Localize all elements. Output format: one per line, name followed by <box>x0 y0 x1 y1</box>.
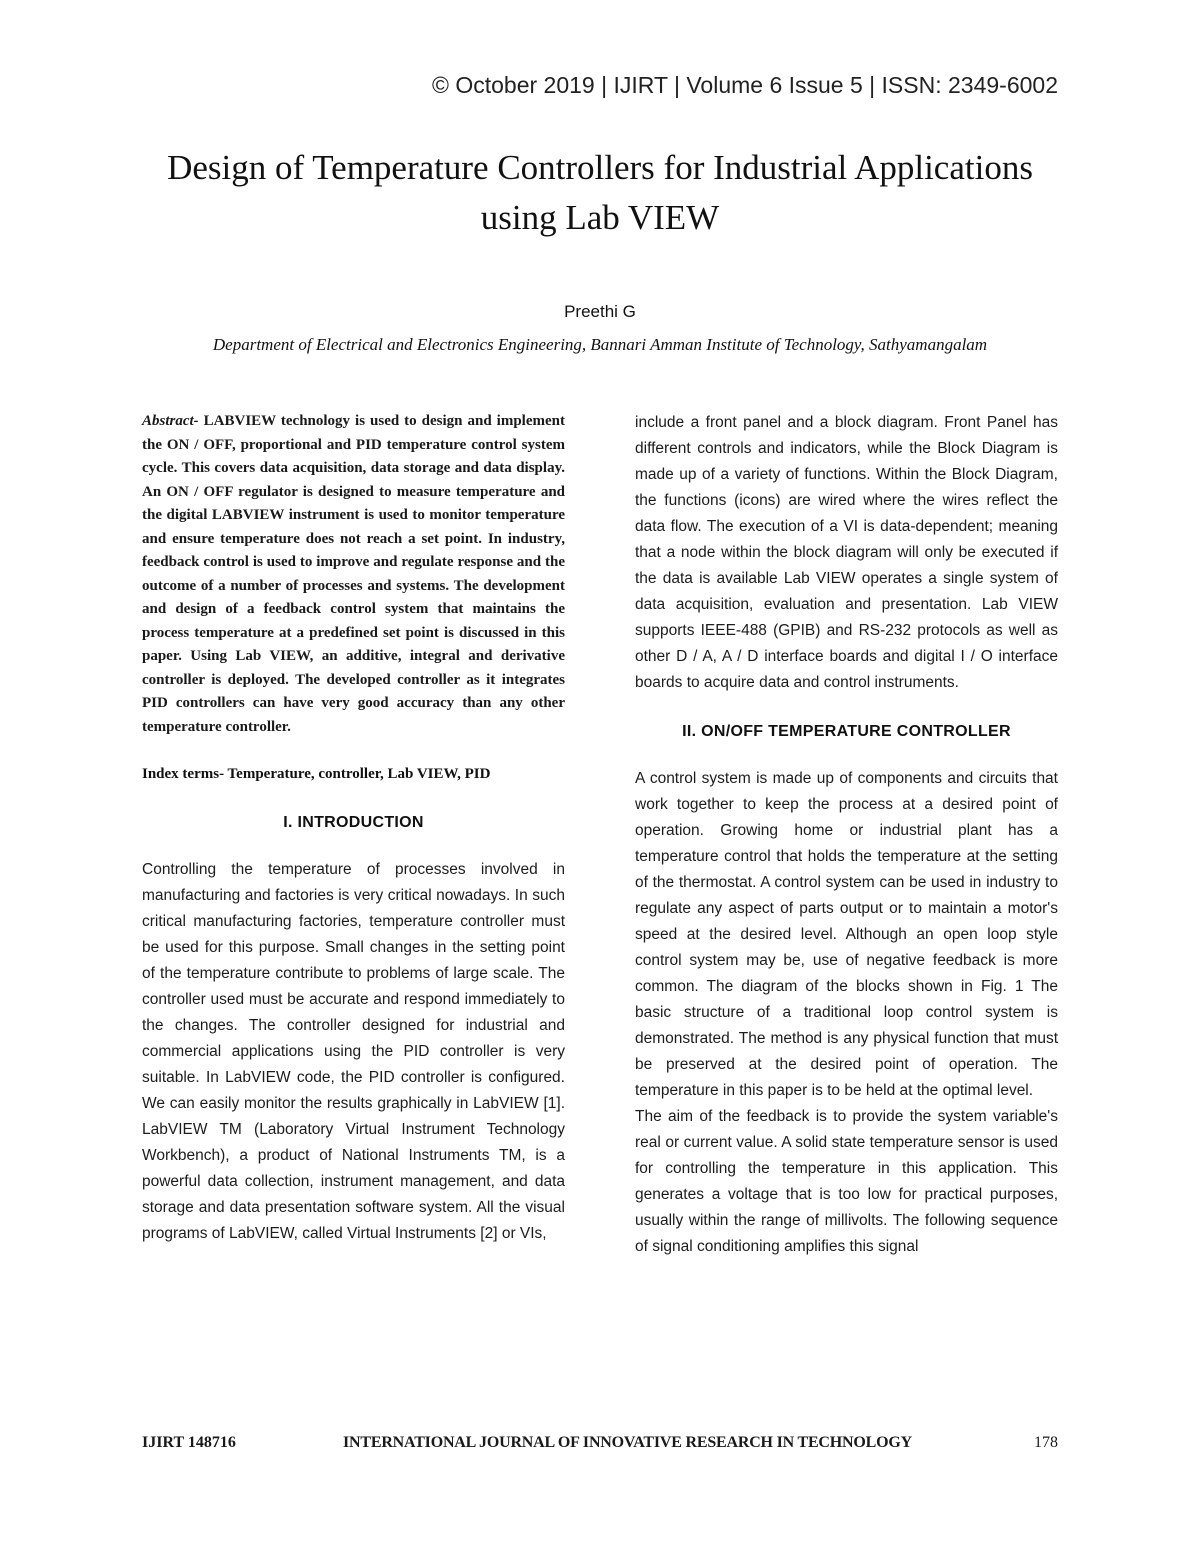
section-heading-onoff-controller: II. ON/OFF TEMPERATURE CONTROLLER <box>682 723 1011 740</box>
footer-page-number: 178 <box>1034 1434 1058 1451</box>
introduction-paragraph: Controlling the temperature of processes involved in manufacturing and factories is very critical nowadays. In such critical manufacturing factories, temperature controller must be used for this purpose. Small changes in the setting point of the temperature contribute to problems of large scale. The controller used must be accurate and respond immediately to the changes. The controller designed for industrial and commercial applications using the PID controller is very suitable. In LabVIEW code, the PID controller is configured. We can easily monitor the results graphically in LabVIEW [1]. LabVIEW TM (Laboratory Virtual Instrument Technology Workbench), a product of National Instruments TM, is a powerful data collection, instrument management, and data storage and data presentation software system. All the visual programs of LabVIEW, called Virtual Instruments [2] or VIs, <box>142 860 565 1242</box>
index-terms: Index terms- Temperature, controller, Lab VIEW, PID <box>142 766 491 782</box>
abstract <box>142 410 565 739</box>
footer-journal-name: INTERNATIONAL JOURNAL OF INNOVATIVE RESEARCH IN TECHNOLOGY <box>343 1434 912 1451</box>
onoff-paragraph-1: A control system is made up of components and circuits that work together to keep the process at a desired point of operation. Growing home or industrial plant has a temperature control that holds the temperature at the setting of the thermostat. A control system can be used in industry to regulate any aspect of parts output or to maintain a motor's speed at the desired level. Although an open loop style control system may be, use of negative feedback is more common. The diagram of the blocks shown in Fig. 1 The basic structure of a traditional loop control system is demonstrated. The method is any physical function that must be preserved at the desired point of operation. The temperature in this paper is to be held at the optimal level. <box>635 770 1058 1099</box>
onoff-paragraph-2: The aim of the feedback is to provide the system variable's real or current value. A solid state temperature sensor is used for controlling the temperature in this application. This generates a voltage that is too low for practical purposes, usually within the range of millivolts. The following sequence of signal conditioning amplifies this signal <box>635 1108 1058 1255</box>
abstract-label: Abstract- <box>142 413 199 429</box>
left-column <box>142 410 565 1247</box>
paper-title: Design of Temperature Controllers for Industrial Applications using Lab VIEW <box>167 148 1033 237</box>
abstract-text: LABVIEW technology is used to design and implement the ON / OFF, proportional and PID temperature control system cycle. This covers data acquisition, data storage and data display. An ON / OFF regulator is designed to measure temperature and the digital LABVIEW instrument is used to monitor temperature and ensure temperature does not reach a set point. In industry, feedback control is used to improve and regulate response and the outcome of a number of processes and systems. The development and design of a feedback control system that maintains the process temperature at a predefined set point is discussed in this paper. Using Lab VIEW, an additive, integral and derivative controller is deployed. The developed controller as it integrates PID controllers can have very good accuracy than any other temperature controller. <box>142 413 565 735</box>
author-name: Preethi G <box>564 302 636 321</box>
journal-header: © October 2019 | IJIRT | Volume 6 Issue 5 | ISSN: 2349-6002 <box>432 72 1058 98</box>
author-affiliation: Department of Electrical and Electronics Engineering, Bannari Amman Institute of Technology, Sathyamangalam <box>212 335 988 354</box>
right-column <box>635 410 1058 1260</box>
section-heading-introduction: I. INTRODUCTION <box>283 813 424 831</box>
footer-paper-id: IJIRT 148716 <box>142 1434 236 1451</box>
introduction-continued-paragraph: include a front panel and a block diagram. Front Panel has different controls and indicators, while the Block Diagram is made up of a variety of functions. Within the Block Diagram, the functions (icons) are wired where the wires reflect the data flow. The execution of a VI is data-dependent; meaning that a node within the block diagram will only be executed if the data is available Lab VIEW operates a single system of data acquisition, evaluation and presentation. Lab VIEW supports IEEE-488 (GPIB) and RS-232 protocols as well as other D / A, A / D interface boards and digital I / O interface boards to acquire data and control instruments. <box>635 414 1058 691</box>
